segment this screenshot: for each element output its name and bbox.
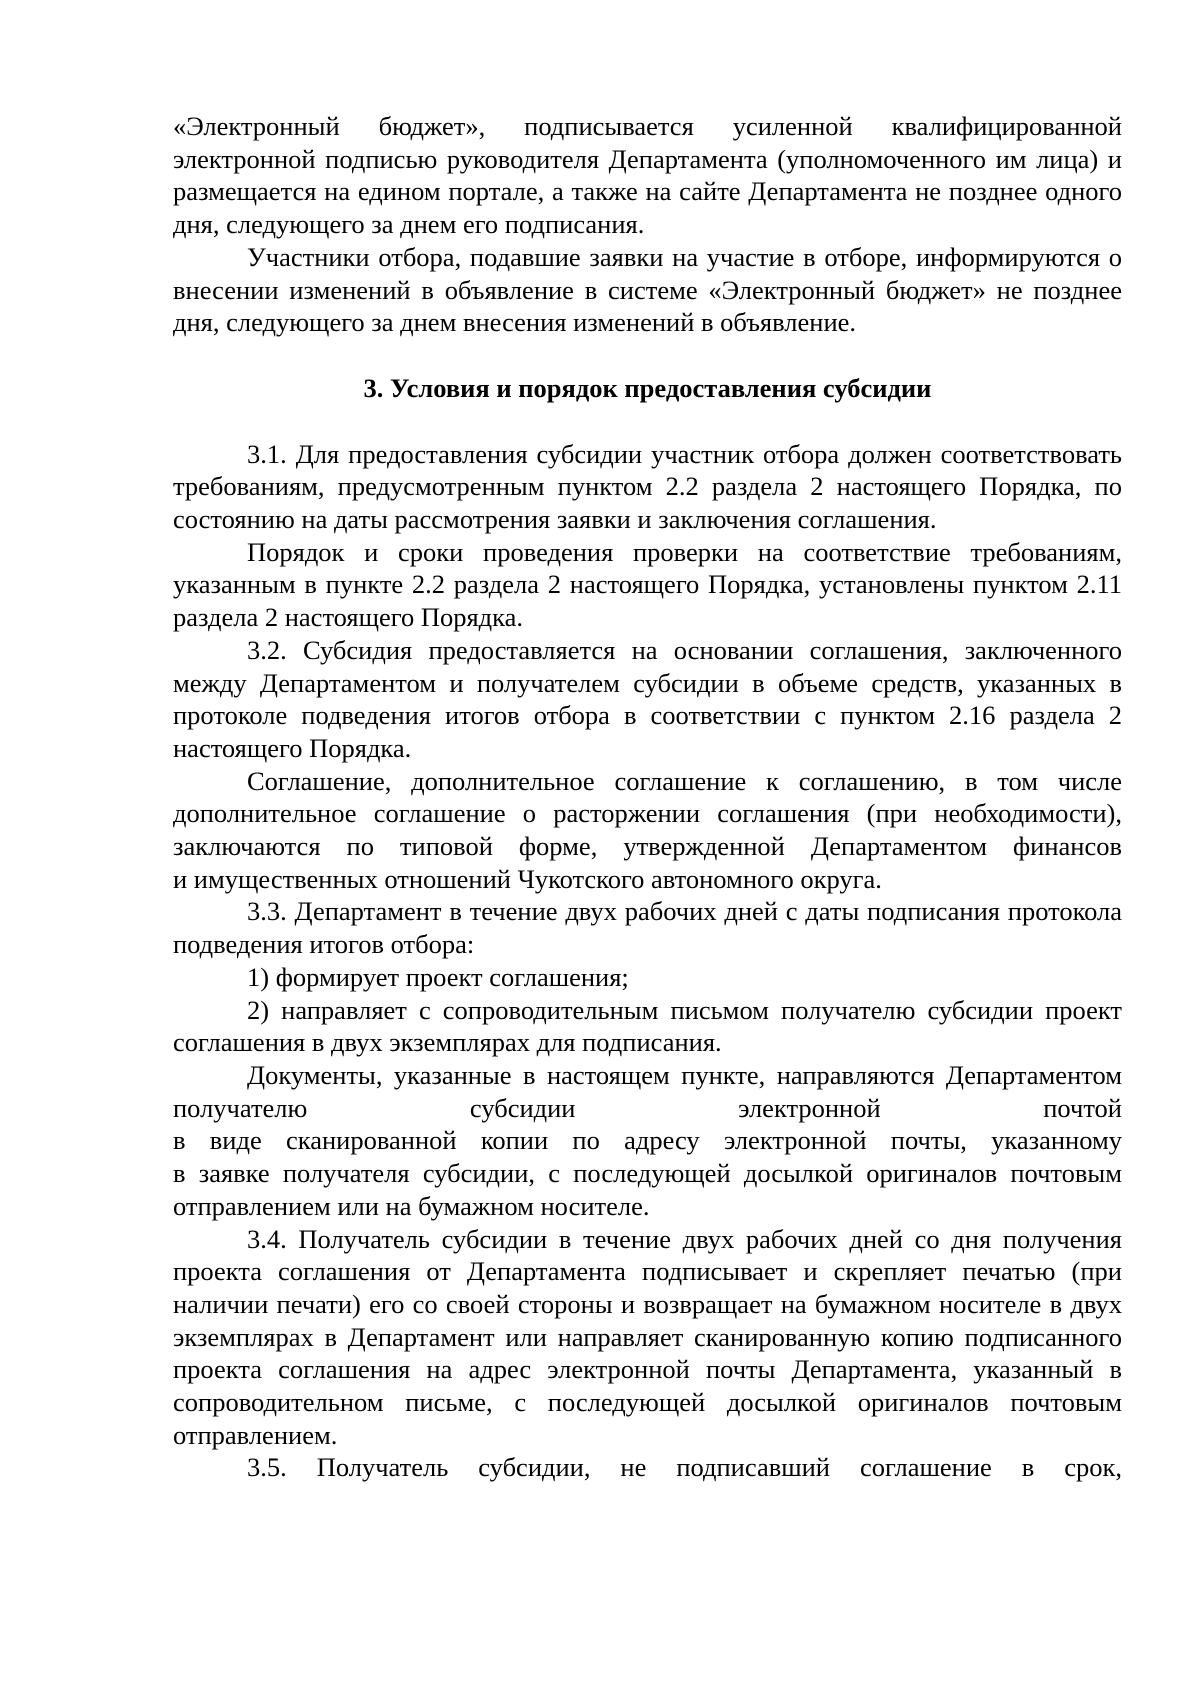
paragraph-check-procedure: Порядок и сроки проведения проверки на соответствие требованиям, указанным в пункте 2.2 раздела 2 настоящего Порядка, установлены пунктом 2.11 раздела 2 настоящего Порядка.	[173, 536, 1122, 633]
paragraph-agreement-form: Соглашение, дополнительное соглашение к соглашению, в том числе дополнительное соглашение о расторжении соглашения (при необходимости), заключаются по типовой форме, утвержденной Департаментом финансов	[173, 765, 1122, 862]
paragraph-documents-application: в заявке получателя субсидии, с последующей досылкой оригиналов почтовым отправлением или на бумажном носителе.	[173, 1158, 1122, 1221]
list-item-1: 1) формирует проект соглашения;	[247, 961, 629, 992]
paragraph-documents: Документы, указанные в настоящем пункте, направляются Департаментом получателю субсидии электронной почтой	[173, 1059, 1122, 1123]
paragraph-3-3: 3.3. Департамент в течение двух рабочих дней с даты подписания протокола подведения итогов отбора:	[173, 896, 1122, 960]
list-item-2: 2) направляет с сопроводительным письмом получателю субсидии проект соглашения в двух экземплярах для подписания.	[173, 994, 1122, 1058]
paragraph-3-5: 3.5. Получатель субсидии, не подписавший соглашение в срок,	[247, 1452, 1122, 1483]
paragraph-documents-scan: в виде сканированной копии по адресу электронной почты, указанному	[173, 1125, 1122, 1156]
section-heading: 3. Условия и порядок предоставления субсидии	[363, 372, 932, 403]
paragraph-3-2: 3.2. Субсидия предоставляется на основании соглашения, заключенного между Департаментом и получателем субсидии в объеме средств, указанных в протоколе подведения итогов отбора в соответствии с пунктом 2.16 раздела 2 настоящего Порядка.	[173, 634, 1122, 763]
paragraph-3-1: 3.1. Для предоставления субсидии участник отбора должен соответствовать требованиям, предусмотренным пунктом 2.2 раздела 2 настоящего Порядка, по состоянию на даты рассмотрения заявки и заключения соглашения.	[173, 438, 1122, 535]
paragraph-continuation: «Электронный бюджет», подписывается усиленной квалифицированной электронной подписью руководителя Департамента (уполномоченного им лица) и размещается на едином портале, а также на сайте Департамента не позднее одного дня, следующего за днем его подписания.	[173, 111, 1122, 240]
document-page	[173, 110, 1122, 1484]
paragraph-participants-notice: Участники отбора, подавшие заявки на участие в отборе, информируются о внесении изменений в объявление в системе «Электронный бюджет» не позднее дня, следующего за днем внесения изменений в объявление.	[173, 241, 1122, 338]
paragraph-agreement-form-end: и имущественных отношений Чукотского автономного округа.	[173, 863, 882, 894]
paragraph-3-4: 3.4. Получатель субсидии в течение двух рабочих дней со дня получения проекта соглашения от Департамента подписывает и скрепляет печатью (при наличии печати) его со своей стороны и возвращает на бумажном носителе в двух экземплярах в Департамент или направляет сканированную копию подписанного проекта соглашения на адрес электронной почты Департамента, указанный в сопроводительном письме, с последующей досылкой оригиналов почтовым отправлением.	[173, 1223, 1122, 1450]
